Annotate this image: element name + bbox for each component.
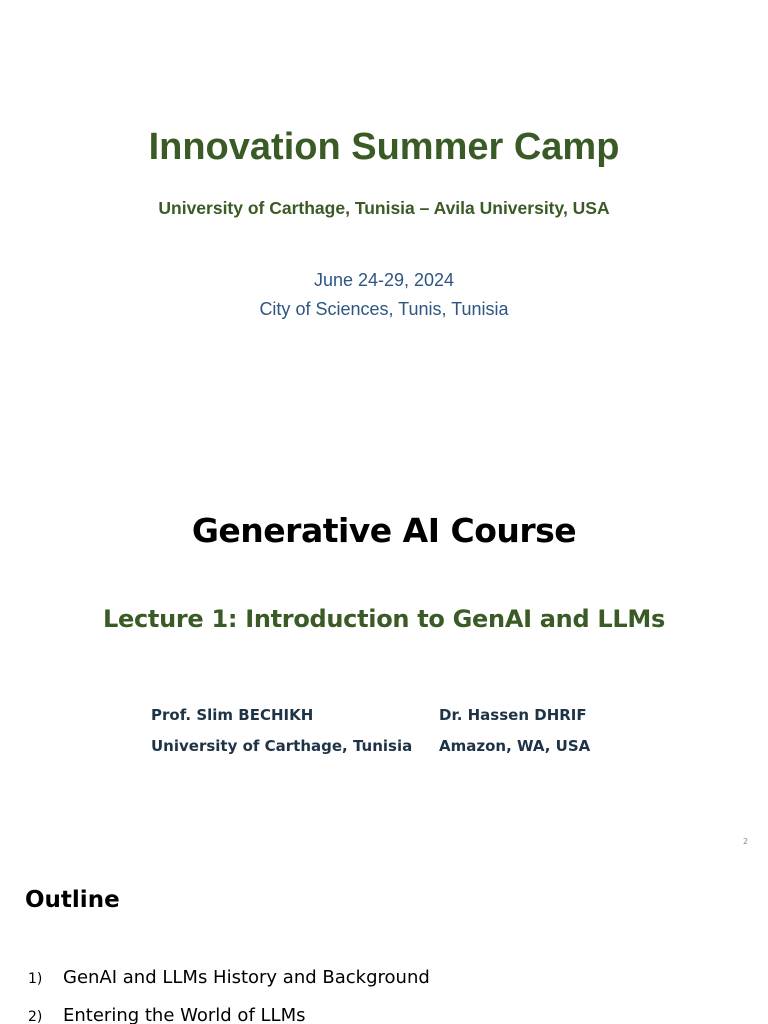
page-number: 2	[743, 837, 749, 846]
institutions-line: University of Carthage, Tunisia – Avila University, USA	[158, 198, 610, 218]
outline-item-number: 2)	[28, 1009, 43, 1024]
outline-title: Outline	[25, 887, 120, 913]
author-block-2	[439, 705, 590, 756]
outline-item-text: Entering the World of LLMs	[63, 1005, 306, 1024]
course-title: Generative AI Course	[191, 511, 577, 550]
event-title: Innovation Summer Camp	[148, 126, 620, 168]
author-affiliation: University of Carthage, Tunisia	[151, 737, 413, 755]
outline-item-text: GenAI and LLMs History and Background	[63, 967, 430, 988]
author-affiliation: Amazon, WA, USA	[439, 737, 591, 755]
author-block-1	[151, 705, 412, 756]
outline-item	[28, 965, 430, 992]
outline-item-number: 1)	[28, 971, 43, 987]
lecture-title: Lecture 1: Introduction to GenAI and LLMs	[103, 605, 665, 633]
event-location: City of Sciences, Tunis, Tunisia	[259, 299, 509, 319]
outline-item	[28, 1003, 305, 1024]
author-name: Prof. Slim BECHIKH	[151, 706, 314, 724]
event-dates: June 24-29, 2024	[313, 270, 455, 290]
author-name: Dr. Hassen DHRIF	[439, 706, 587, 724]
